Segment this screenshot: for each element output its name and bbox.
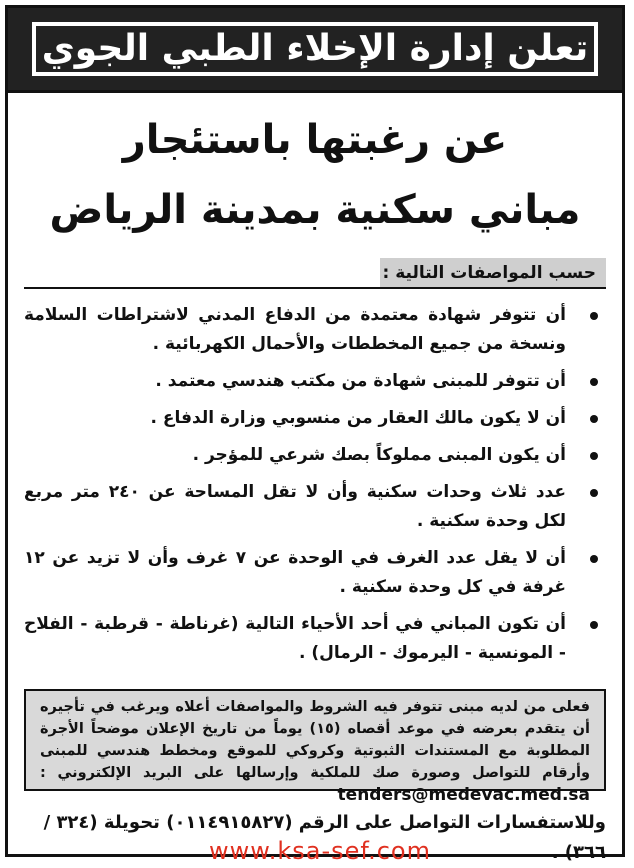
headline-line-1: عن رغبتها باستئجار xyxy=(122,117,508,163)
bullet-icon xyxy=(590,452,598,460)
bullet-icon xyxy=(590,621,598,629)
requirement-item: أن تتوفر للمبنى شهادة من مكتب هندسي معتمد . xyxy=(24,367,606,396)
submission-notice xyxy=(24,689,606,805)
bullet-icon xyxy=(590,555,598,563)
bullet-icon xyxy=(590,312,598,320)
watermark-text: www.ksa-sef.com xyxy=(209,837,431,865)
email-link[interactable]: tenders@medevac.med.sa xyxy=(337,785,590,805)
requirement-item: عدد ثلاث وحدات سكنية وأن لا تقل المساحة عن ٢٤٠ متر مربع لكل وحدة سكنية . xyxy=(24,478,606,536)
bullet-icon xyxy=(590,415,598,423)
requirements-list xyxy=(24,301,606,676)
requirement-item: أن لا يقل عدد الغرف في الوحدة عن ٧ غرف وأن لا تزيد عن ١٢ غرفة في كل وحدة سكنية . xyxy=(24,544,606,602)
advertisement-frame xyxy=(5,5,625,863)
specifications-divider xyxy=(24,287,606,289)
specifications-label: حسب المواصفات التالية : xyxy=(380,258,606,288)
requirement-item: أن تكون المباني في أحد الأحياء التالية (غرناطة - قرطبة - الفلاح - المونسية - اليرموك - الرمال) . xyxy=(24,610,606,668)
contact-info: وللاستفسارات التواصل على الرقم (٠١١٤٩١٥٨٢٧) تحويلة (٣٢٤ / ٣٦٦) . xyxy=(43,812,606,863)
requirement-item: أن تتوفر شهادة معتمدة من الدفاع المدني لاشتراطات السلامة ونسخة من جميع المخططات والأحمال الكهربائية . xyxy=(24,301,606,359)
header-banner xyxy=(8,8,622,93)
notice-text: فعلى من لديه مبنى تتوفر فيه الشروط والمواصفات أعلاه ويرغب في تأجيره أن يتقدم بعرضه في موعد أقصاه (١٥) يوماً من تاريخ الإعلان موضحاً الأجرة المطلوبة مع المستندات الثبوتية وكروكي للموقع ومخطط هندسي للمبنى وأرقام للتواصل وصورة صك للملكية وإرسالها على البريد الإلكتروني : xyxy=(40,699,590,781)
bullet-icon xyxy=(590,378,598,386)
requirement-item: أن يكون المبنى مملوكاً بصك شرعي للمؤجر . xyxy=(24,441,606,470)
headline-line-2: مباني سكنية بمدينة الرياض xyxy=(49,187,581,233)
bullet-icon xyxy=(590,489,598,497)
requirement-item: أن لا يكون مالك العقار من منسوبي وزارة الدفاع . xyxy=(24,404,606,433)
announcement-title: تعلن إدارة الإخلاء الطبي الجوي xyxy=(41,28,589,69)
